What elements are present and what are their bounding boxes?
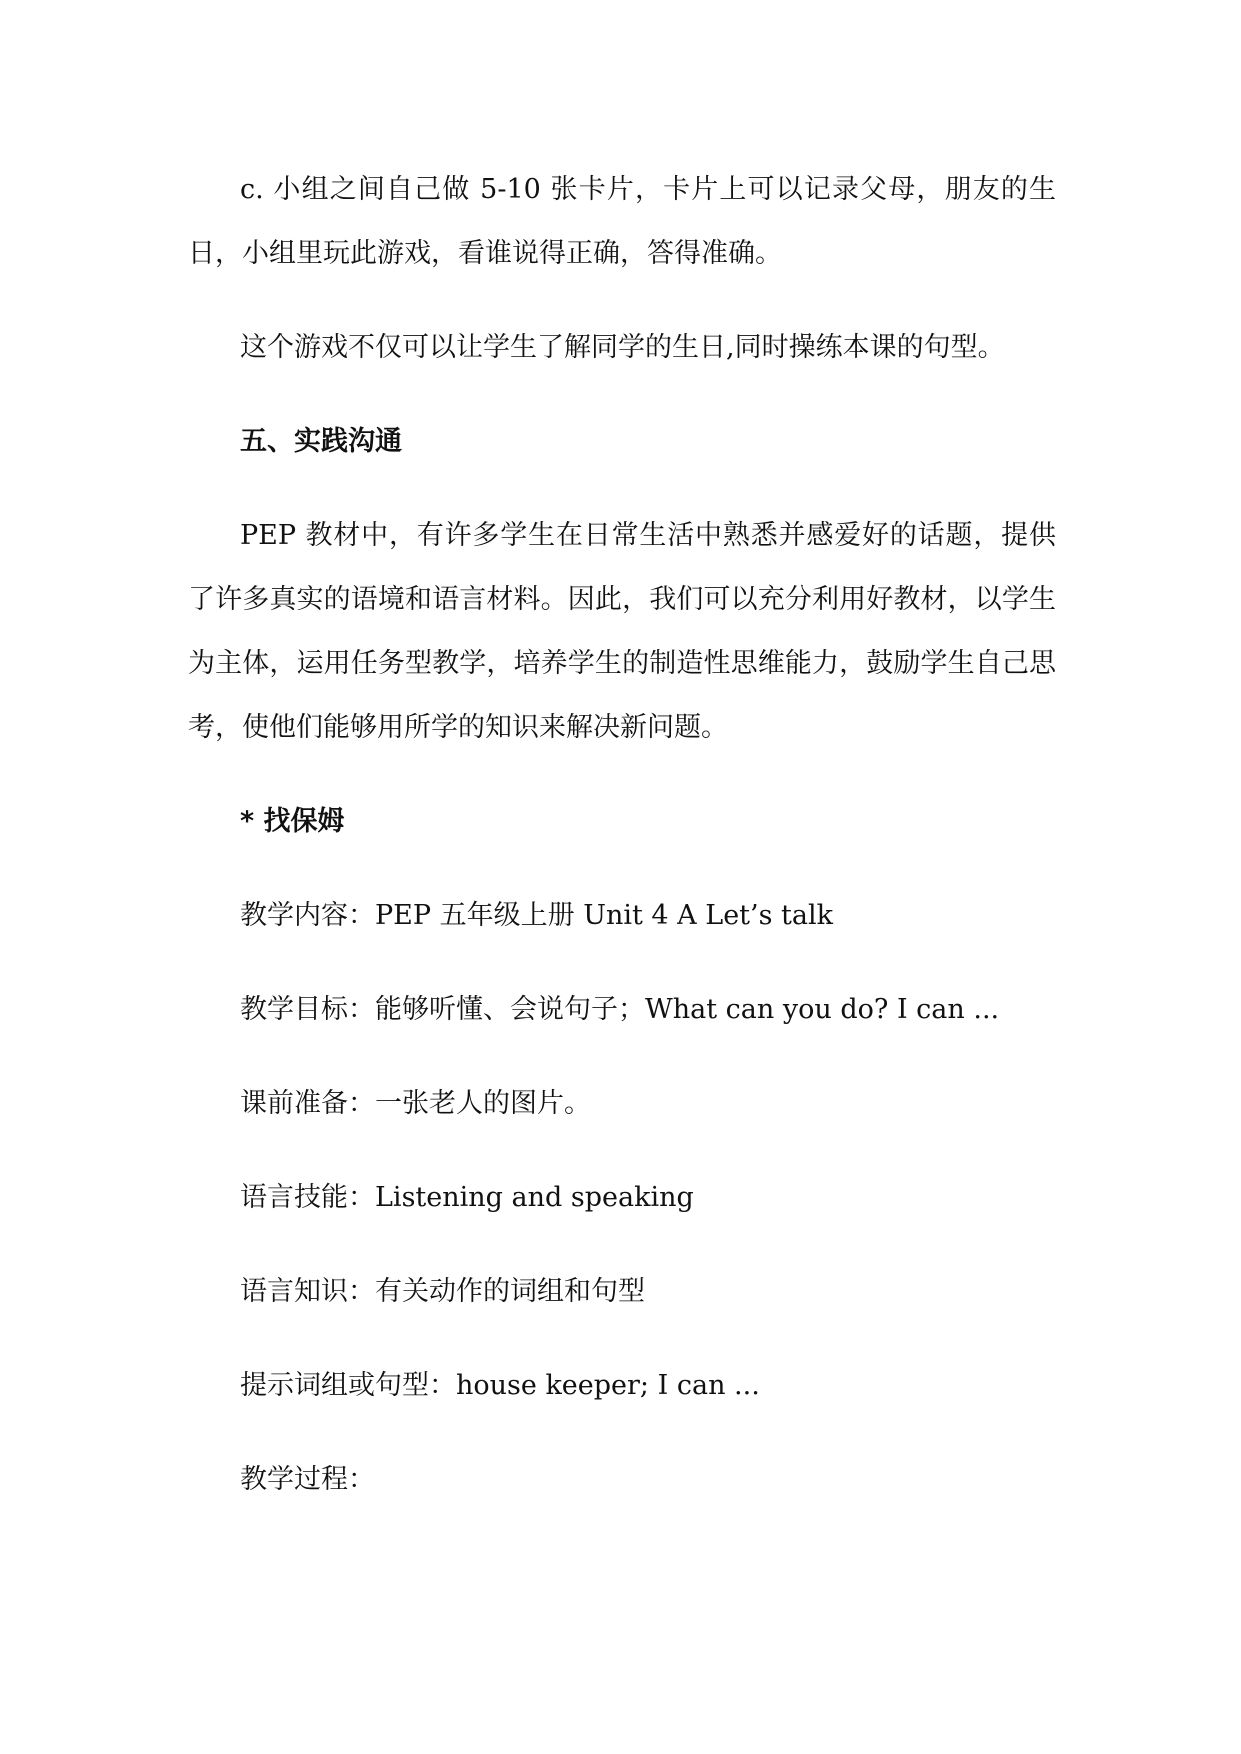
language-knowledge-line: 语言知识：有关动作的词组和句型 bbox=[240, 1276, 645, 1307]
teaching-goal-line: 教学目标：能够听懂、会说句子；What can you do? I can ... bbox=[240, 994, 1000, 1025]
paragraph-game-purpose: 这个游戏不仅可以让学生了解同学的生日,同时操练本课的句型。 bbox=[240, 332, 1005, 363]
activity-heading: * 找保姆 bbox=[240, 806, 345, 837]
paragraph-card-game: c. 小组之间自己做 5-10 张卡片，卡片上可以记录父母，朋友的生日，小组里玩此游戏，看谁说得正确，答得准确。 bbox=[188, 174, 1056, 269]
teaching-content-line: 教学内容：PEP 五年级上册 Unit 4 A Let’s talk bbox=[240, 900, 833, 931]
hint-phrases-line: 提示词组或句型：house keeper; I can ... bbox=[240, 1370, 760, 1401]
preparation-line: 课前准备：一张老人的图片。 bbox=[240, 1088, 591, 1119]
paragraph-pep-textbook: PEP 教材中，有许多学生在日常生活中熟悉并感爱好的话题，提供了许多真实的语境和语言材料。因此，我们可以充分利用好教材，以学生为主体，运用任务型教学，培养学生的制造性思维能力，鼓励学生自己思考，使他们能够用所学的知识来解决新问题。 bbox=[188, 520, 1056, 743]
document-body bbox=[188, 158, 1056, 1542]
teaching-process-line: 教学过程： bbox=[240, 1464, 375, 1495]
language-skill-line: 语言技能：Listening and speaking bbox=[240, 1182, 694, 1213]
section-heading-practice: 五、实践沟通 bbox=[240, 426, 402, 457]
